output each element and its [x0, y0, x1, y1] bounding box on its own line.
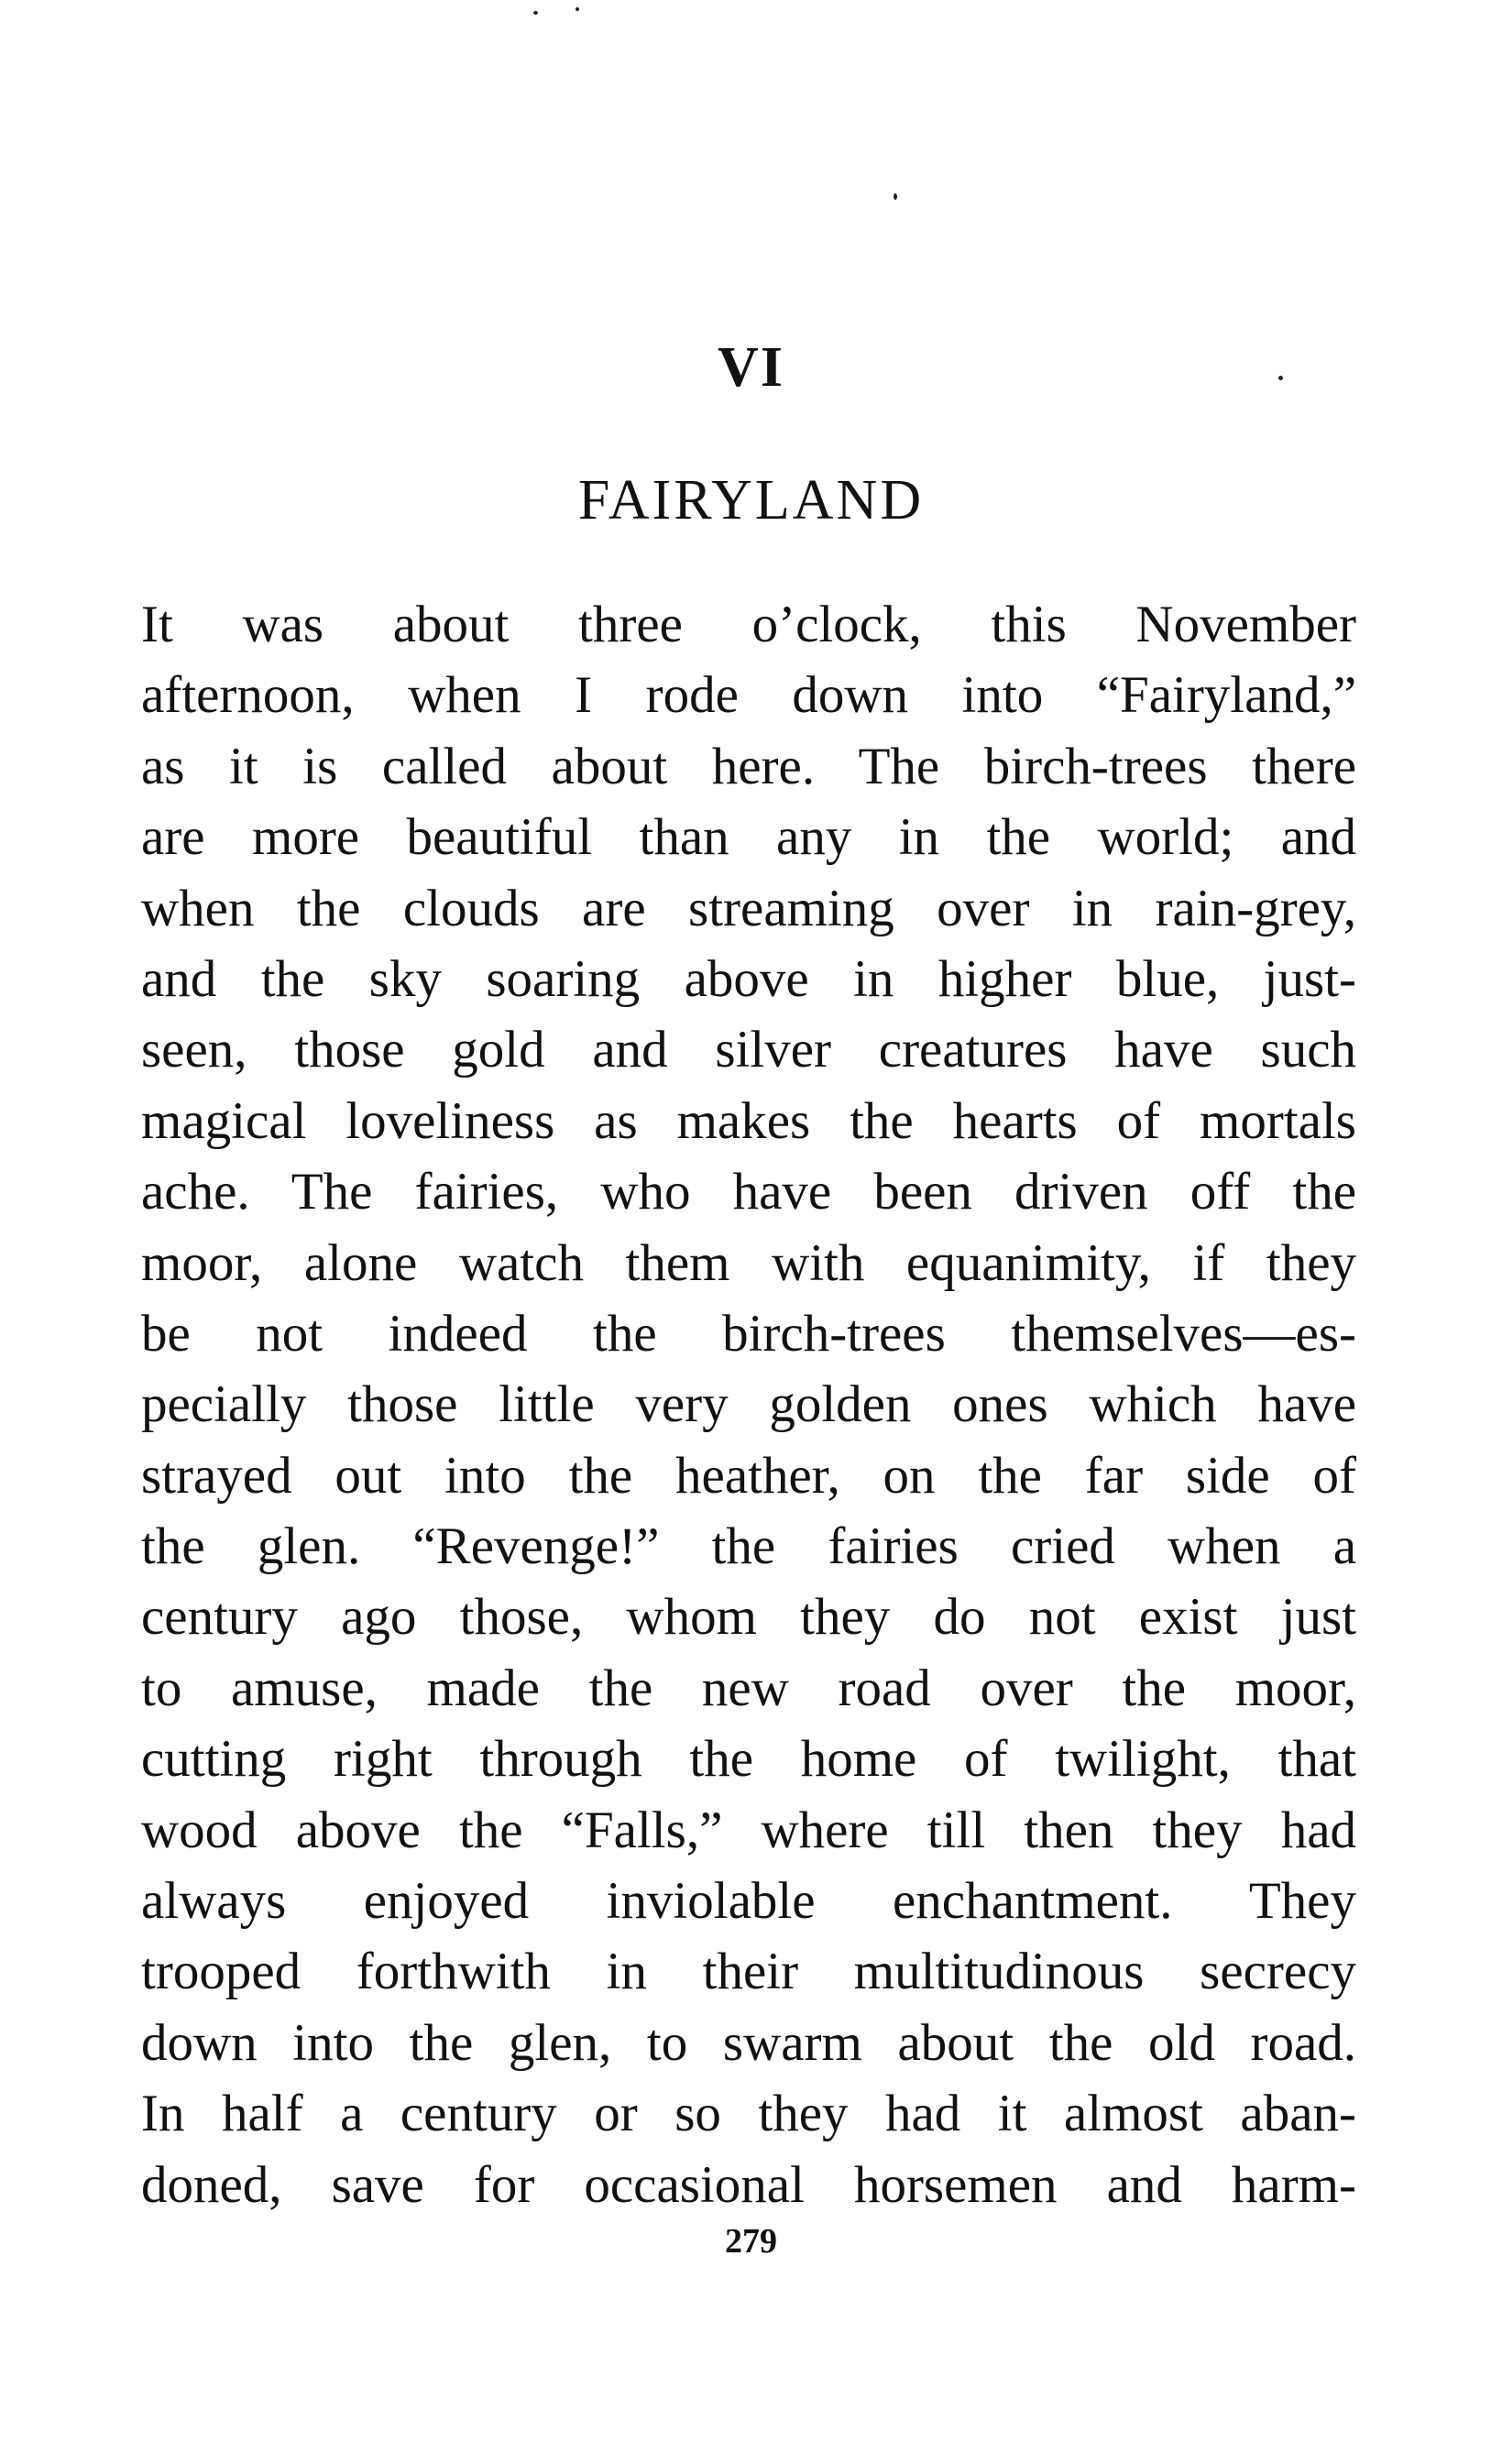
- text-line: when the clouds are streaming over in rain-grey,: [141, 879, 1356, 937]
- text-line: to amuse, made the new road over the moor,: [141, 1659, 1356, 1717]
- text-line: pecially those little very golden ones which have: [141, 1375, 1356, 1434]
- ink-speck: [533, 11, 538, 15]
- text-line: be not indeed the birch-trees themselves—es-: [141, 1304, 1356, 1363]
- text-line: doned, save for occasional horsemen and harm-: [141, 2155, 1356, 2214]
- text-line: strayed out into the heather, on the far side of: [141, 1446, 1356, 1505]
- text-line: cutting right through the home of twilight, that: [141, 1730, 1356, 1789]
- chapter-body: [141, 589, 1356, 2220]
- ink-speck: [576, 7, 579, 11]
- text-line: moor, alone watch them with equanimity, if they: [141, 1233, 1356, 1292]
- text-line: afternoon, when I rode down into “Fairyland,”: [141, 666, 1356, 725]
- text-line: seen, those gold and silver creatures have such: [141, 1021, 1356, 1079]
- text-line: as it is called about here. The birch-trees there: [141, 737, 1356, 795]
- text-line: and the sky soaring above in higher blue, just-: [141, 949, 1356, 1008]
- page-number: 279: [725, 2222, 777, 2261]
- ink-speck: [894, 193, 897, 200]
- chapter-number: VI: [718, 336, 784, 399]
- text-line: In half a century or so they had it almost aban-: [141, 2085, 1356, 2143]
- chapter-title: FAIRYLAND: [577, 469, 925, 531]
- text-line: ache. The fairies, who have been driven off the: [141, 1163, 1356, 1221]
- text-line: It was about three o’clock, this November: [141, 596, 1356, 653]
- text-line: magical loveliness as makes the hearts of mortals: [141, 1091, 1356, 1150]
- text-line: are more beautiful than any in the world; and: [141, 808, 1356, 867]
- text-line: trooped forthwith in their multitudinous secrecy: [141, 1943, 1356, 2001]
- text-line: century ago those, whom they do not exist just: [141, 1588, 1356, 1647]
- text-line: the glen. “Revenge!” the fairies cried when a: [141, 1517, 1356, 1576]
- text-line: wood above the “Falls,” where till then they had: [141, 1801, 1356, 1859]
- text-line: always enjoyed inviolable enchantment. They: [141, 1872, 1356, 1931]
- text-line: down into the glen, to swarm about the old road.: [141, 2013, 1356, 2072]
